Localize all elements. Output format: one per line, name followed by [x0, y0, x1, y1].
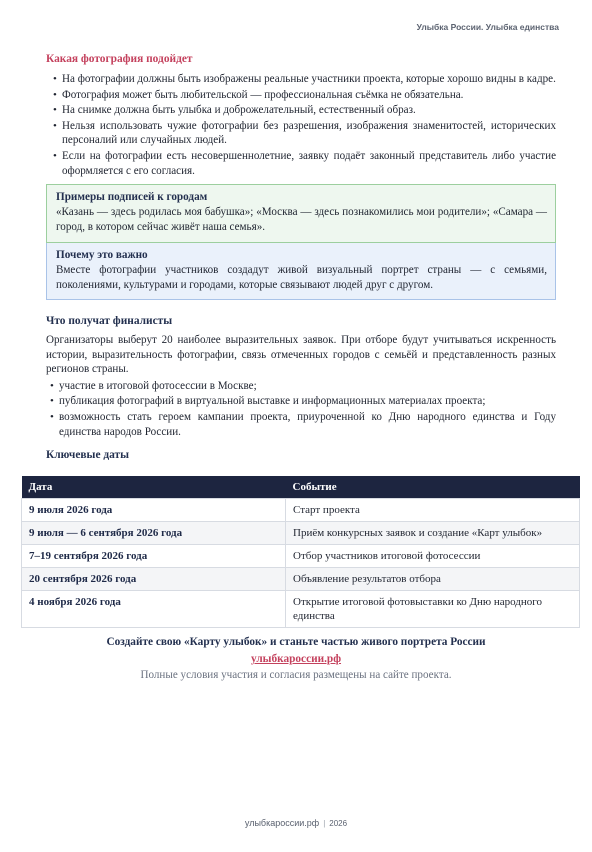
event-cell: Открытие итоговой фотовыставки ко Дню народного единства: [286, 590, 580, 627]
call-to-action: [0, 635, 592, 683]
event-cell: Приём конкурсных заявок и создание «Карт улыбок»: [286, 521, 580, 544]
table-row: [22, 567, 580, 590]
date-cell: 4 ноября 2026 года: [22, 590, 286, 627]
key-dates-table: [21, 476, 580, 628]
list-item: • Фотография может быть любительской — профессиональная съёмка не обязательна.: [53, 88, 464, 101]
running-title: Улыбка России. Улыбка единства: [416, 22, 559, 32]
key-dates-heading: Ключевые даты: [46, 449, 129, 462]
footer-year: 2026: [329, 819, 348, 828]
table-row: [22, 590, 580, 627]
date-cell: 9 июля — 6 сентября 2026 года: [22, 521, 286, 544]
column-header-date: Дата: [22, 476, 286, 498]
finalists-list: [46, 379, 556, 439]
bullet-icon: •: [53, 119, 57, 132]
event-cell: Отбор участников итоговой фотосессии: [286, 544, 580, 567]
requirements-heading: Какая фотография подойдет: [46, 53, 193, 65]
page-footer: [0, 818, 592, 828]
examples-box: [46, 184, 556, 242]
cta-headline: Создайте свою «Карту улыбок» и станьте частью живого портрета России: [106, 636, 486, 648]
event-cell: Старт проекта: [286, 498, 580, 521]
bullet-icon: •: [53, 73, 57, 85]
footer-site: улыбкароссии.рф: [244, 818, 320, 828]
bullet-icon: •: [53, 88, 57, 101]
importance-heading: Почему это важно: [56, 248, 148, 261]
date-cell: 9 июля 2026 года: [22, 498, 286, 521]
bullet-icon: •: [53, 149, 57, 162]
bullet-icon: •: [50, 379, 54, 392]
bullet-icon: •: [53, 104, 57, 117]
date-cell: 7–19 сентября 2026 года: [22, 544, 286, 567]
requirements-list: [46, 72, 556, 178]
list-item: • На фотографии должны быть изображены реальные участники проекта, которые хорошо видны в кадре.: [53, 73, 556, 85]
importance-text: Вместе фотографии участников создадут живой визуальный портрет страны — с семьями, поколениями, культурами и городами, которые связывают людей друг с другом.: [56, 263, 547, 291]
finalists-paragraph: Организаторы выберут 20 наиболее выразительных заявок. При отборе будут учитываться искренность истории, выразительность фотографии, связь отмеченных городов с семьёй и представленность разных регионов страны.: [46, 333, 556, 376]
event-cell: Объявление результатов отбора: [286, 567, 580, 590]
examples-text: «Казань — здесь родилась моя бабушка»; «Москва — здесь познакомились мои родители»; «Самара — город, в котором сейчас живёт наша семья».: [56, 206, 547, 234]
list-item: • публикация фотографий в виртуальной выставке и информационных материалах проекта;: [50, 395, 486, 408]
list-item: • На снимке должна быть улыбка и доброжелательный, естественный образ.: [53, 104, 416, 117]
finalists-heading: Что получат финалисты: [46, 314, 173, 327]
bullet-icon: •: [50, 410, 54, 423]
table-row: [22, 544, 580, 567]
footer-separator: |: [323, 819, 326, 828]
website-link[interactable]: улыбкароссии.рф: [250, 653, 342, 665]
list-item: • Если на фотографии есть несовершеннолетние, заявку подаёт законный представитель либо участие оформляется с его согласия.: [53, 149, 556, 177]
cta-note: Полные условия участия и согласия размещены на сайте проекта.: [140, 669, 452, 681]
list-item: • возможность стать героем кампании проекта, приуроченной ко Дню народного единства и Году единства народов России.: [50, 410, 556, 438]
bullet-icon: •: [50, 395, 54, 408]
date-cell: 20 сентября 2026 года: [22, 567, 286, 590]
finalists-section: [46, 314, 556, 439]
column-header-event: Событие: [286, 476, 580, 498]
list-item: • Нельзя использовать чужие фотографии без разрешения, изображения знаменитостей, исторических персоналий или случайных людей.: [53, 119, 556, 147]
table-header-row: [22, 476, 580, 498]
examples-heading: Примеры подписей к городам: [56, 191, 208, 204]
main-content: [46, 52, 556, 468]
importance-box: [46, 243, 556, 300]
table-row: [22, 498, 580, 521]
list-item: • участие в итоговой фотосессии в Москве;: [50, 379, 257, 392]
table-row: [22, 521, 580, 544]
